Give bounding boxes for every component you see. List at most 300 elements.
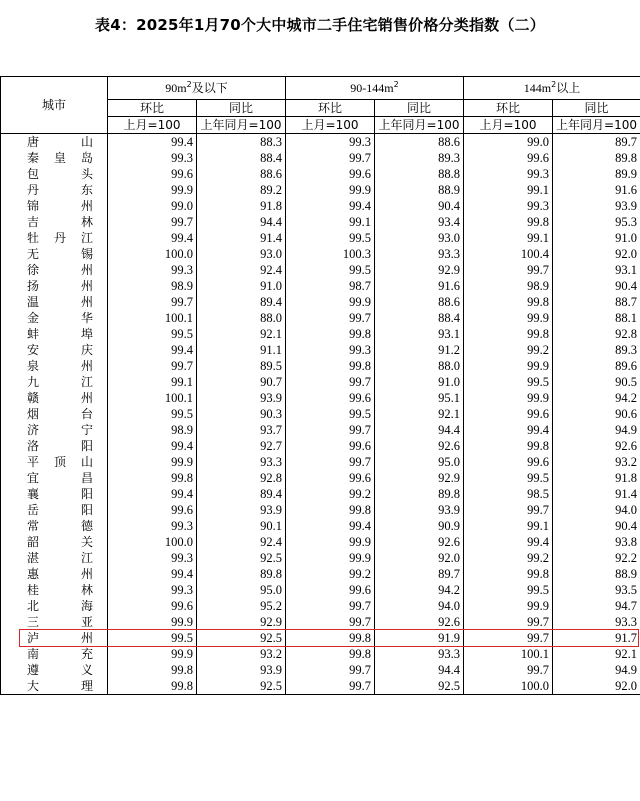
index-value: 92.5 [197,630,286,646]
index-value: 88.6 [375,134,464,151]
index-value: 92.6 [375,534,464,550]
index-value: 93.2 [553,454,640,470]
index-value: 99.7 [108,294,197,310]
table-row [1,470,640,486]
index-value: 99.8 [464,438,553,454]
index-value: 98.9 [108,278,197,294]
index-value: 99.9 [464,358,553,374]
index-value: 88.9 [375,182,464,198]
column-header-yoy: 同比 [553,100,640,117]
index-value: 88.1 [553,310,640,326]
table-body [1,134,640,695]
table-row [1,582,640,598]
index-value: 91.9 [375,630,464,646]
table-row [1,246,640,262]
page-title: 表4：2025年1月70个大中城市二手住宅销售价格分类指数（二） [95,16,545,34]
index-value: 89.9 [553,166,640,182]
index-value: 88.4 [375,310,464,326]
column-base-mom: 上月=100 [464,117,553,134]
table-row [1,278,640,294]
table-row [1,630,640,646]
table-row [1,486,640,502]
table-row [1,598,640,614]
table-row [1,422,640,438]
index-value: 92.2 [553,550,640,566]
index-value: 99.9 [286,294,375,310]
index-value: 99.7 [464,614,553,630]
index-value: 100.3 [286,246,375,262]
column-base-mom: 上月=100 [108,117,197,134]
index-value: 93.8 [553,534,640,550]
index-value: 99.2 [464,342,553,358]
city-name: 温 州 [1,294,108,310]
table-row [1,518,640,534]
index-value: 99.2 [286,486,375,502]
index-value: 93.9 [375,502,464,518]
index-value: 99.7 [108,358,197,374]
table-row [1,150,640,166]
index-value: 92.1 [553,646,640,662]
index-value: 91.2 [375,342,464,358]
index-value: 92.7 [197,438,286,454]
index-value: 88.9 [553,566,640,582]
table-row [1,502,640,518]
city-name: 遵 义 [1,662,108,678]
index-value: 99.8 [108,678,197,695]
index-value: 99.7 [286,454,375,470]
city-name: 锦 州 [1,198,108,214]
index-value: 99.7 [286,614,375,630]
index-value: 93.2 [197,646,286,662]
index-value: 91.6 [375,278,464,294]
index-value: 99.1 [464,518,553,534]
index-value: 95.0 [197,582,286,598]
index-value: 89.8 [197,566,286,582]
table-row [1,454,640,470]
index-value: 99.4 [108,438,197,454]
index-value: 90.4 [553,278,640,294]
table-row [1,534,640,550]
city-name: 金 华 [1,310,108,326]
index-value: 99.4 [108,486,197,502]
city-name: 安 庆 [1,342,108,358]
column-base-yoy: 上年同月=100 [375,117,464,134]
index-value: 99.8 [286,502,375,518]
city-name: 无 锡 [1,246,108,262]
city-name: 丹 东 [1,182,108,198]
index-value: 99.9 [286,550,375,566]
index-value: 92.8 [197,470,286,486]
index-value: 90.1 [197,518,286,534]
index-value: 99.1 [108,374,197,390]
index-value: 88.8 [375,166,464,182]
table-row [1,358,640,374]
city-name: 扬 州 [1,278,108,294]
index-value: 98.9 [464,278,553,294]
index-value: 93.7 [197,422,286,438]
index-value: 99.6 [286,166,375,182]
table-row [1,390,640,406]
index-value: 99.6 [108,598,197,614]
index-value: 93.1 [375,326,464,342]
index-value: 93.9 [553,198,640,214]
city-name: 包 头 [1,166,108,182]
table-row [1,406,640,422]
index-value: 99.7 [464,630,553,646]
index-value: 89.3 [553,342,640,358]
index-value: 90.5 [553,374,640,390]
table-row [1,438,640,454]
index-value: 99.6 [464,150,553,166]
index-value: 99.6 [286,390,375,406]
index-value: 99.3 [286,342,375,358]
index-value: 99.5 [286,230,375,246]
index-value: 99.8 [286,630,375,646]
index-value: 99.7 [108,214,197,230]
index-value: 91.7 [553,630,640,646]
index-value: 88.3 [197,134,286,151]
index-value: 89.7 [375,566,464,582]
city-name: 韶 关 [1,534,108,550]
index-value: 99.4 [108,134,197,151]
index-value: 93.0 [375,230,464,246]
index-value: 100.0 [108,534,197,550]
index-value: 88.7 [553,294,640,310]
index-value: 99.6 [464,406,553,422]
index-value: 99.5 [464,470,553,486]
index-value: 91.4 [197,230,286,246]
index-value: 99.1 [464,230,553,246]
index-value: 88.0 [375,358,464,374]
index-value: 99.8 [464,214,553,230]
index-value: 92.8 [553,326,640,342]
index-value: 92.9 [375,262,464,278]
table-row [1,294,640,310]
table-row [1,166,640,182]
index-value: 92.0 [553,246,640,262]
city-name: 徐 州 [1,262,108,278]
table-row [1,134,640,151]
index-value: 92.5 [375,678,464,695]
index-value: 93.0 [197,246,286,262]
index-value: 90.4 [553,518,640,534]
index-value: 99.0 [108,198,197,214]
index-value: 99.3 [464,198,553,214]
index-value: 100.4 [464,246,553,262]
index-value: 98.5 [464,486,553,502]
index-value: 99.9 [108,454,197,470]
index-value: 99.1 [286,214,375,230]
city-name: 济 宁 [1,422,108,438]
index-value: 94.4 [375,422,464,438]
index-value: 93.3 [197,454,286,470]
index-value: 91.4 [553,486,640,502]
table-row [1,678,640,695]
table-row [1,374,640,390]
index-value: 99.7 [286,598,375,614]
index-value: 100.1 [108,310,197,326]
table-row [1,550,640,566]
index-value: 99.8 [286,358,375,374]
index-value: 89.4 [197,486,286,502]
index-value: 93.3 [553,614,640,630]
index-value: 99.6 [286,438,375,454]
index-value: 99.7 [286,374,375,390]
index-value: 94.9 [553,422,640,438]
index-value: 95.3 [553,214,640,230]
city-name: 唐 山 [1,134,108,151]
city-name: 吉 林 [1,214,108,230]
table-row [1,326,640,342]
index-value: 88.0 [197,310,286,326]
table-row [1,310,640,326]
group-header-medium: $90-144m^2$ [286,77,464,100]
index-value: 92.4 [197,534,286,550]
city-name: 南 充 [1,646,108,662]
city-name: 湛 江 [1,550,108,566]
city-name: 三 亚 [1,614,108,630]
city-name: 大 理 [1,678,108,695]
city-name: 襄 阳 [1,486,108,502]
index-value: 90.3 [197,406,286,422]
index-value: 92.0 [375,550,464,566]
index-value: 93.9 [197,502,286,518]
city-name: 桂 林 [1,582,108,598]
table-row [1,662,640,678]
index-value: 99.9 [108,646,197,662]
index-value: 100.1 [108,390,197,406]
city-name: 洛 阳 [1,438,108,454]
column-header-yoy: 同比 [197,100,286,117]
index-value: 91.0 [375,374,464,390]
index-value: 99.6 [108,502,197,518]
index-value: 99.7 [286,678,375,695]
index-value: 99.6 [286,582,375,598]
index-value: 92.1 [375,406,464,422]
table-row [1,614,640,630]
table-row [1,262,640,278]
index-value: 92.5 [197,678,286,695]
column-header-city: 城市 [1,77,108,134]
index-value: 93.9 [197,390,286,406]
index-value: 99.4 [108,566,197,582]
index-value: 91.8 [553,470,640,486]
table-row [1,342,640,358]
index-value: 92.1 [197,326,286,342]
index-value: 99.8 [286,646,375,662]
index-value: 99.5 [464,374,553,390]
column-header-mom: 环比 [108,100,197,117]
index-value: 92.6 [553,438,640,454]
index-value: 88.6 [197,166,286,182]
index-value: 99.7 [286,310,375,326]
index-value: 99.3 [108,550,197,566]
city-name: 秦 皇 岛 [1,150,108,166]
city-name: 泸 州 [1,630,108,646]
index-value: 99.3 [286,134,375,151]
index-value: 99.9 [286,182,375,198]
index-value: 92.6 [375,438,464,454]
index-value: 98.7 [286,278,375,294]
index-value: 93.3 [375,646,464,662]
index-value: 99.3 [108,150,197,166]
city-name: 泉 州 [1,358,108,374]
index-value: 99.7 [286,662,375,678]
index-value: 99.2 [464,550,553,566]
index-value: 99.8 [464,326,553,342]
index-value: 99.4 [108,342,197,358]
index-value: 94.0 [375,598,464,614]
index-value: 90.9 [375,518,464,534]
index-value: 92.6 [375,614,464,630]
index-value: 100.1 [464,646,553,662]
index-value: 88.4 [197,150,286,166]
index-value: 99.7 [464,662,553,678]
index-value: 91.1 [197,342,286,358]
index-value: 99.3 [108,582,197,598]
index-value: 89.8 [375,486,464,502]
index-value: 99.9 [464,390,553,406]
index-value: 99.0 [464,134,553,151]
table-row [1,198,640,214]
city-name: 惠 州 [1,566,108,582]
index-value: 93.4 [375,214,464,230]
index-value: 99.3 [464,166,553,182]
index-value: 93.5 [553,582,640,598]
index-value: 88.6 [375,294,464,310]
index-value: 90.6 [553,406,640,422]
index-value: 91.0 [553,230,640,246]
index-value: 99.3 [108,262,197,278]
index-value: 92.9 [375,470,464,486]
index-value: 94.4 [197,214,286,230]
index-value: 93.9 [197,662,286,678]
index-value: 99.7 [464,502,553,518]
index-value: 99.9 [286,534,375,550]
column-base-yoy: 上年同月=100 [553,117,640,134]
index-value: 98.9 [108,422,197,438]
index-value: 99.9 [464,598,553,614]
table-row [1,230,640,246]
index-value: 91.6 [553,182,640,198]
index-value: 99.6 [108,166,197,182]
table-row [1,182,640,198]
index-value: 92.4 [197,262,286,278]
index-value: 99.8 [464,566,553,582]
city-name: 宜 昌 [1,470,108,486]
index-value: 99.5 [108,326,197,342]
index-value: 99.8 [108,662,197,678]
city-name: 岳 阳 [1,502,108,518]
index-value: 100.0 [108,246,197,262]
index-value: 93.3 [375,246,464,262]
index-value: 99.2 [286,566,375,582]
index-value: 99.9 [108,182,197,198]
city-name: 烟 台 [1,406,108,422]
index-value: 89.7 [553,134,640,151]
index-value: 99.1 [464,182,553,198]
index-value: 99.5 [108,406,197,422]
index-value: 99.4 [286,198,375,214]
city-name: 北 海 [1,598,108,614]
index-value: 94.0 [553,502,640,518]
index-value: 100.0 [464,678,553,695]
index-value: 99.7 [464,262,553,278]
column-header-yoy: 同比 [375,100,464,117]
column-header-mom: 环比 [464,100,553,117]
index-value: 89.2 [197,182,286,198]
index-value: 99.6 [464,454,553,470]
city-name: 平 顶 山 [1,454,108,470]
index-value: 90.4 [375,198,464,214]
index-value: 94.9 [553,662,640,678]
index-value: 95.1 [375,390,464,406]
index-value: 92.9 [197,614,286,630]
index-value: 92.0 [553,678,640,695]
table-row [1,646,640,662]
index-value: 89.3 [375,150,464,166]
table-row [1,214,640,230]
group-header-large: $144m^2$以上 [464,77,640,100]
index-value: 99.3 [108,518,197,534]
index-value: 94.4 [375,662,464,678]
column-header-mom: 环比 [286,100,375,117]
index-value: 95.2 [197,598,286,614]
index-value: 99.4 [464,422,553,438]
index-value: 92.5 [197,550,286,566]
index-value: 99.8 [108,470,197,486]
city-name: 赣 州 [1,390,108,406]
index-value: 99.5 [108,630,197,646]
city-name: 常 德 [1,518,108,534]
index-value: 89.8 [553,150,640,166]
index-value: 99.4 [108,230,197,246]
index-value: 99.4 [464,534,553,550]
index-value: 99.5 [464,582,553,598]
index-value: 99.5 [286,262,375,278]
index-value: 89.4 [197,294,286,310]
index-value: 99.7 [286,150,375,166]
city-name: 蚌 埠 [1,326,108,342]
index-value: 99.8 [464,294,553,310]
city-name: 九 江 [1,374,108,390]
index-value: 89.5 [197,358,286,374]
index-value: 99.6 [286,470,375,486]
index-value: 99.5 [286,406,375,422]
city-name: 牡 丹 江 [1,230,108,246]
column-base-yoy: 上年同月=100 [197,117,286,134]
index-value: 90.7 [197,374,286,390]
index-value: 99.7 [286,422,375,438]
table-row [1,566,640,582]
index-value: 95.0 [375,454,464,470]
index-value: 94.2 [375,582,464,598]
group-header-small: $90m^2$及以下 [108,77,286,100]
index-value: 99.4 [286,518,375,534]
index-value: 93.1 [553,262,640,278]
column-base-mom: 上月=100 [286,117,375,134]
index-value: 91.8 [197,198,286,214]
index-value: 99.8 [286,326,375,342]
price-index-table [0,76,640,695]
index-value: 91.0 [197,278,286,294]
index-value: 99.9 [108,614,197,630]
index-value: 89.6 [553,358,640,374]
index-value: 94.2 [553,390,640,406]
index-value: 99.9 [464,310,553,326]
index-value: 94.7 [553,598,640,614]
table-header [1,77,640,134]
